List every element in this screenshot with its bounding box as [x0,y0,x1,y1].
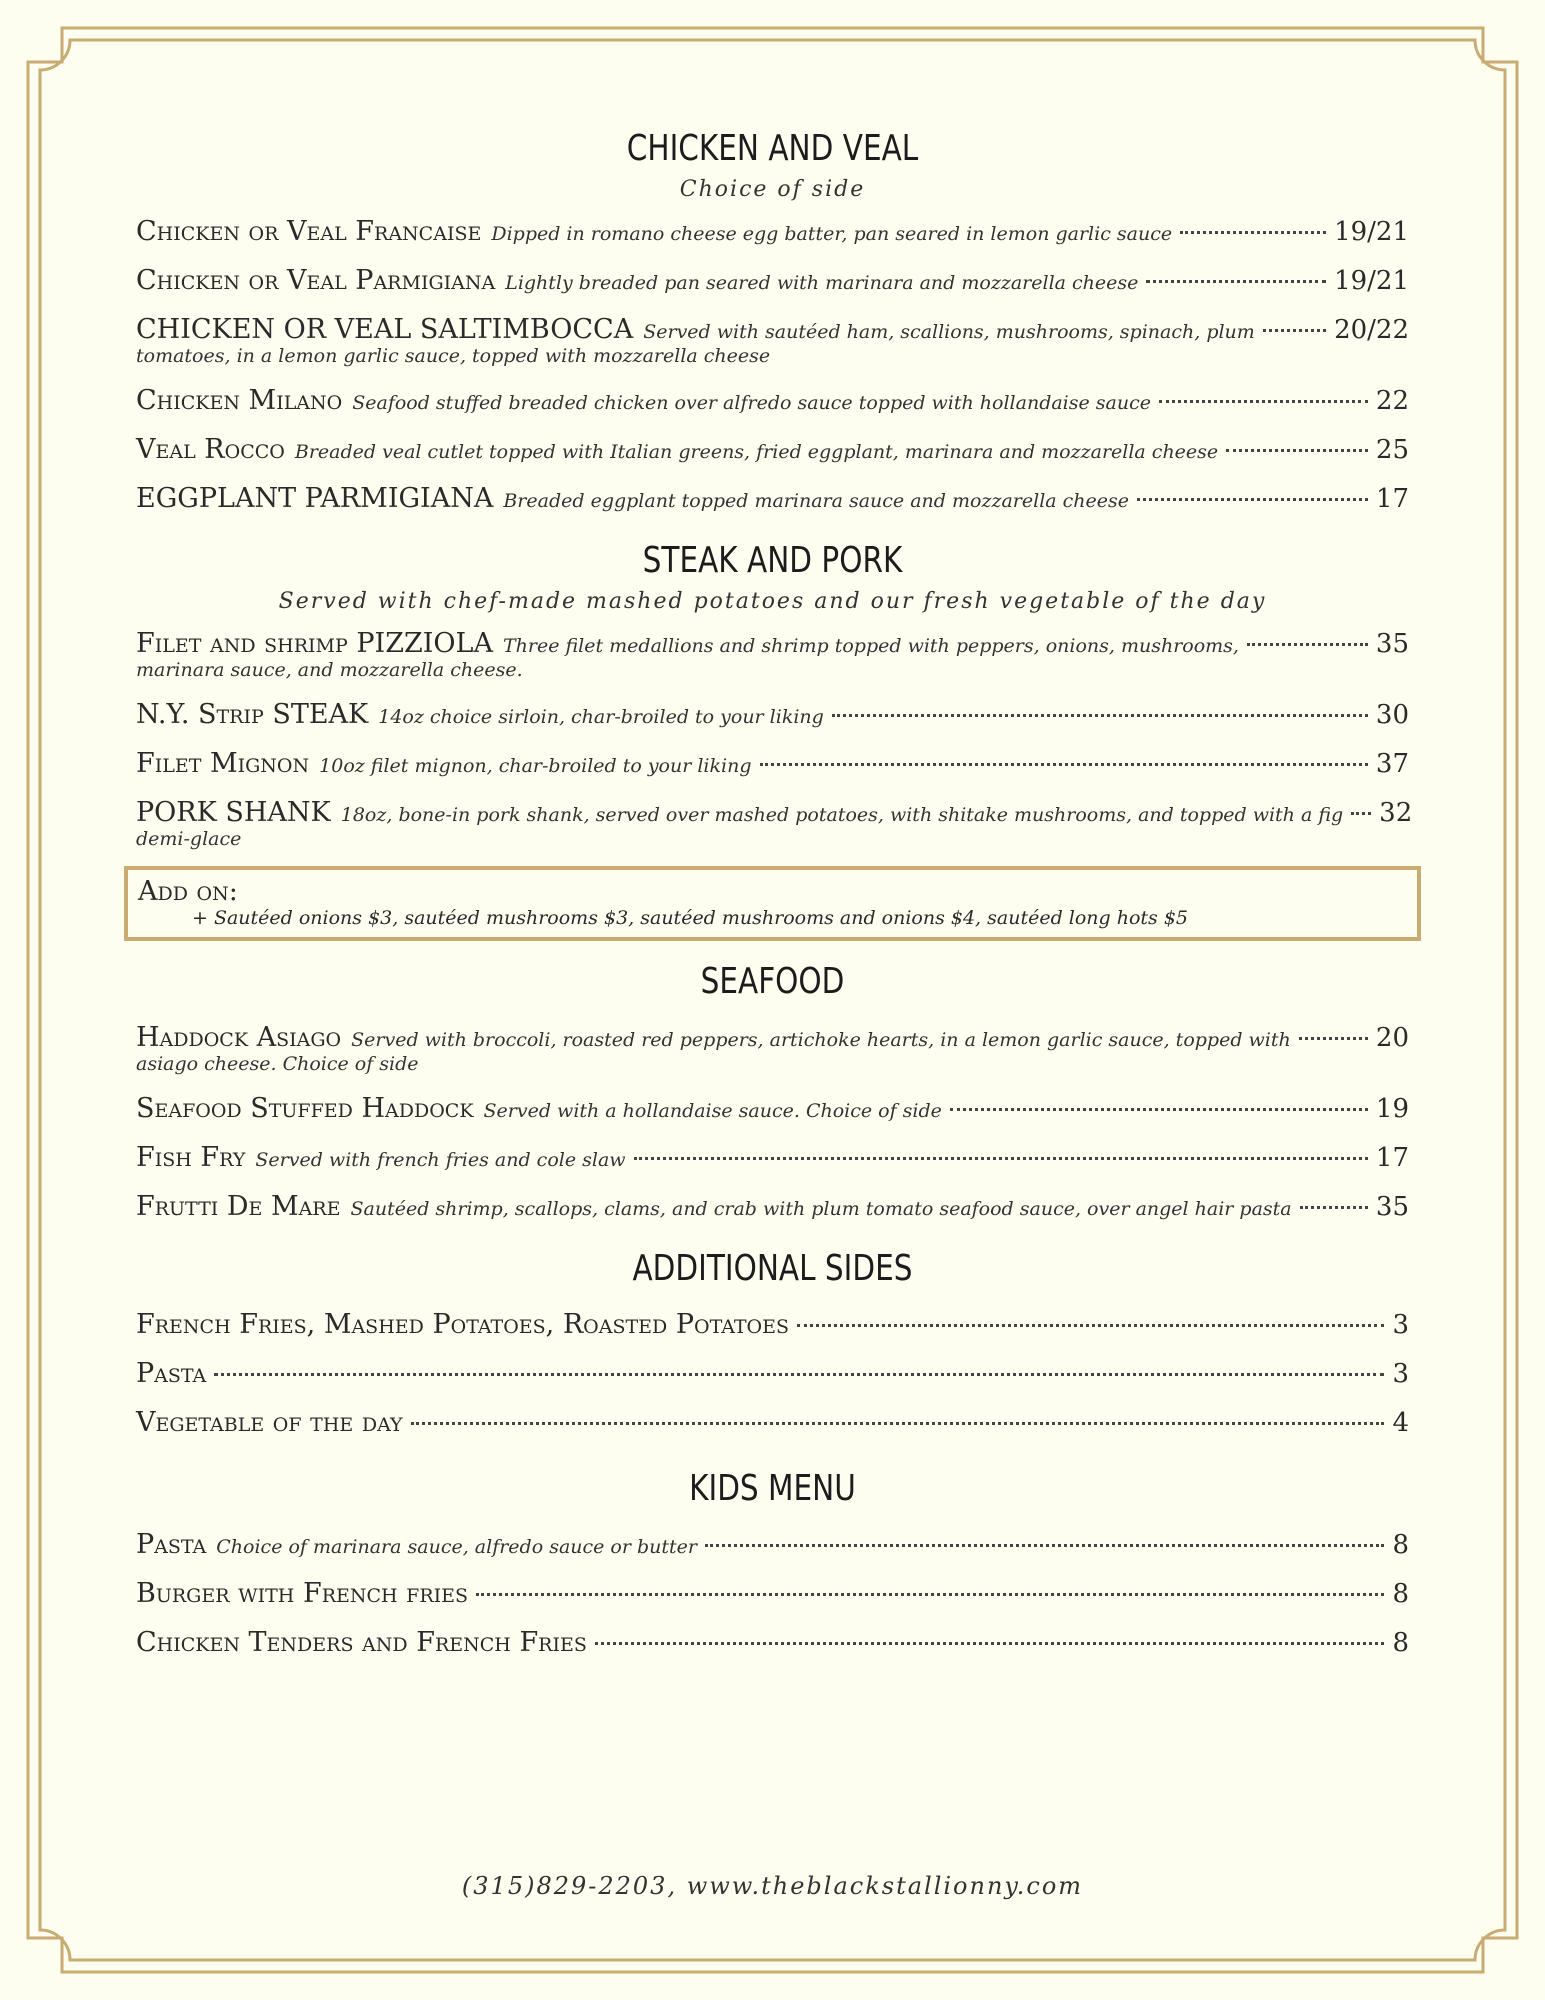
item-price: 22 [1375,386,1409,416]
dot-leader [1159,400,1368,403]
item-price: 25 [1375,435,1409,465]
item-name: French Fries, Mashed Potatoes, Roasted Potatoes [136,1309,790,1340]
item-desc: 10oz filet mignon, char-broiled to your liking [319,755,752,777]
item-name: Filet Mignon [136,748,310,779]
item-desc: Breaded eggplant topped marinara sauce and mozzarella cheese [503,490,1129,512]
item-desc: Choice of marinara sauce, alfredo sauce or butter [216,1536,697,1558]
item-name: N.Y. Strip STEAK [136,699,369,730]
item-name: Chicken Milano [136,385,343,416]
dot-leader [1137,498,1368,501]
menu-item [136,1022,1409,1053]
dot-leader [1180,231,1326,234]
item-name: Filet and shrimp PIZZIOLA [136,628,493,659]
dot-leader [1263,329,1326,332]
section-title-chicken-veal: CHICKEN AND VEAL [626,128,919,169]
item-price: 37 [1375,749,1409,779]
item-desc: Breaded veal cutlet topped with Italian greens, fried eggplant, marinara and mozzarella cheese [294,441,1219,463]
item-desc-continued: demi-glace [136,828,242,850]
menu-item [136,434,1409,465]
menu-item [136,314,1409,345]
dot-leader [1146,280,1326,283]
item-name: Chicken or Veal Francaise [136,216,482,247]
item-price: 35 [1375,1192,1409,1222]
menu-item [136,1093,1409,1124]
item-desc: Served with broccoli, roasted red peppers, artichoke hearts, in a lemon garlic sauce, topped with [351,1029,1291,1051]
item-price: 8 [1392,1628,1409,1658]
item-name: Veal Rocco [136,434,285,465]
section-subtitle-chicken-veal: Choice of side [679,177,866,202]
item-price: 8 [1392,1530,1409,1560]
dot-leader [1351,812,1371,815]
item-desc-continued: tomatoes, in a lemon garlic sauce, topped with mozzarella cheese [136,345,771,367]
menu-item [136,797,1413,828]
section-title-seafood: SEAFOOD [700,961,845,1002]
item-name: Fish Fry [136,1142,246,1173]
dot-leader [214,1373,1384,1376]
item-desc: Lightly breaded pan seared with marinara and mozzarella cheese [505,272,1139,294]
item-desc: Three filet medallions and shrimp topped with peppers, onions, mushrooms, [502,635,1239,657]
menu-item [136,216,1409,247]
add-on-text: + Sautéed onions $3, sautéed mushrooms $3, sautéed mushrooms and onions $4, sautéed long hots $5 [192,907,1189,929]
menu-item [136,1627,1409,1658]
menu-item [136,265,1409,296]
menu-item [136,628,1409,659]
menu-item [136,1309,1409,1340]
dot-leader [1300,1206,1368,1209]
dot-leader [1299,1037,1368,1040]
dot-leader [595,1642,1385,1645]
section-title-steak-pork: STEAK AND PORK [642,540,903,581]
dot-leader [476,1593,1384,1596]
menu-item [136,699,1409,730]
section-title-additional-sides: ADDITIONAL SIDES [632,1248,913,1289]
item-name: Chicken or Veal Parmigiana [136,265,496,296]
dot-leader [411,1422,1385,1425]
menu-item [136,1142,1409,1173]
item-price: 20 [1375,1023,1409,1053]
item-name: Haddock Asiago [136,1022,342,1053]
dot-leader [1226,449,1368,452]
item-desc: Served with french fries and cole slaw [255,1149,626,1171]
dot-leader [797,1324,1384,1327]
item-price: 3 [1392,1359,1409,1389]
item-name: Frutti De Mare [136,1191,341,1222]
menu-item [136,748,1409,779]
item-name: Pasta [136,1529,207,1560]
item-desc: Sautéed shrimp, scallops, clams, and crab with plum tomato seafood sauce, over angel hair pasta [350,1198,1292,1220]
item-desc: Served with sautéed ham, scallions, mushrooms, spinach, plum [643,321,1255,343]
item-name: Pasta [136,1358,207,1389]
item-name: Burger with French fries [136,1578,469,1609]
item-price: 4 [1392,1408,1409,1438]
item-name: Chicken Tenders and French Fries [136,1627,587,1658]
item-desc: 14oz choice sirloin, char-broiled to your liking [378,706,824,728]
item-price: 20/22 [1334,315,1409,345]
dot-leader [950,1108,1368,1111]
add-on-title: Add on: [138,876,238,907]
dot-leader [760,763,1368,766]
item-price: 32 [1379,798,1413,828]
menu-item [136,1358,1409,1389]
item-price: 35 [1375,629,1409,659]
section-subtitle-steak-pork: Served with chef-made mashed potatoes and our fresh vegetable of the day [278,589,1267,614]
menu-item [136,1407,1409,1438]
dot-leader [1247,643,1368,646]
item-price: 19/21 [1334,266,1409,296]
item-name: Vegetable of the day [136,1407,403,1438]
item-price: 17 [1375,484,1409,514]
menu-item [136,1529,1409,1560]
menu-content [136,128,1413,1658]
dot-leader [832,714,1368,717]
item-desc: Seafood stuffed breaded chicken over alfredo sauce topped with hollandaise sauce [352,392,1151,414]
item-desc: 18oz, bone-in pork shank, served over mashed potatoes, with shitake mushrooms, and topped with a fig [340,804,1344,826]
item-price: 19 [1375,1094,1409,1124]
add-on-box [124,866,1421,941]
menu-item [136,1578,1409,1609]
item-price: 19/21 [1334,217,1409,247]
menu-item [136,483,1409,514]
section-title-kids-menu: KIDS MENU [689,1468,856,1509]
footer-contact: (315)829-2203, www.theblackstallionny.com [461,1872,1084,1900]
item-desc-continued: asiago cheese. Choice of side [136,1053,419,1075]
item-name: CHICKEN OR VEAL SALTIMBOCCA [136,314,634,345]
item-name: EGGPLANT PARMIGIANA [136,483,494,514]
item-price: 8 [1392,1579,1409,1609]
item-desc-continued: marinara sauce, and mozzarella cheese. [136,659,523,681]
menu-item [136,385,1409,416]
item-name: PORK SHANK [136,797,331,828]
item-desc: Served with a hollandaise sauce. Choice of side [483,1100,942,1122]
item-desc: Dipped in romano cheese egg batter, pan seared in lemon garlic sauce [491,223,1173,245]
menu-item [136,1191,1409,1222]
item-price: 30 [1375,700,1409,730]
item-price: 17 [1375,1143,1409,1173]
dot-leader [705,1544,1384,1547]
item-price: 3 [1392,1310,1409,1340]
dot-leader [634,1157,1368,1160]
item-name: Seafood Stuffed Haddock [136,1093,474,1124]
